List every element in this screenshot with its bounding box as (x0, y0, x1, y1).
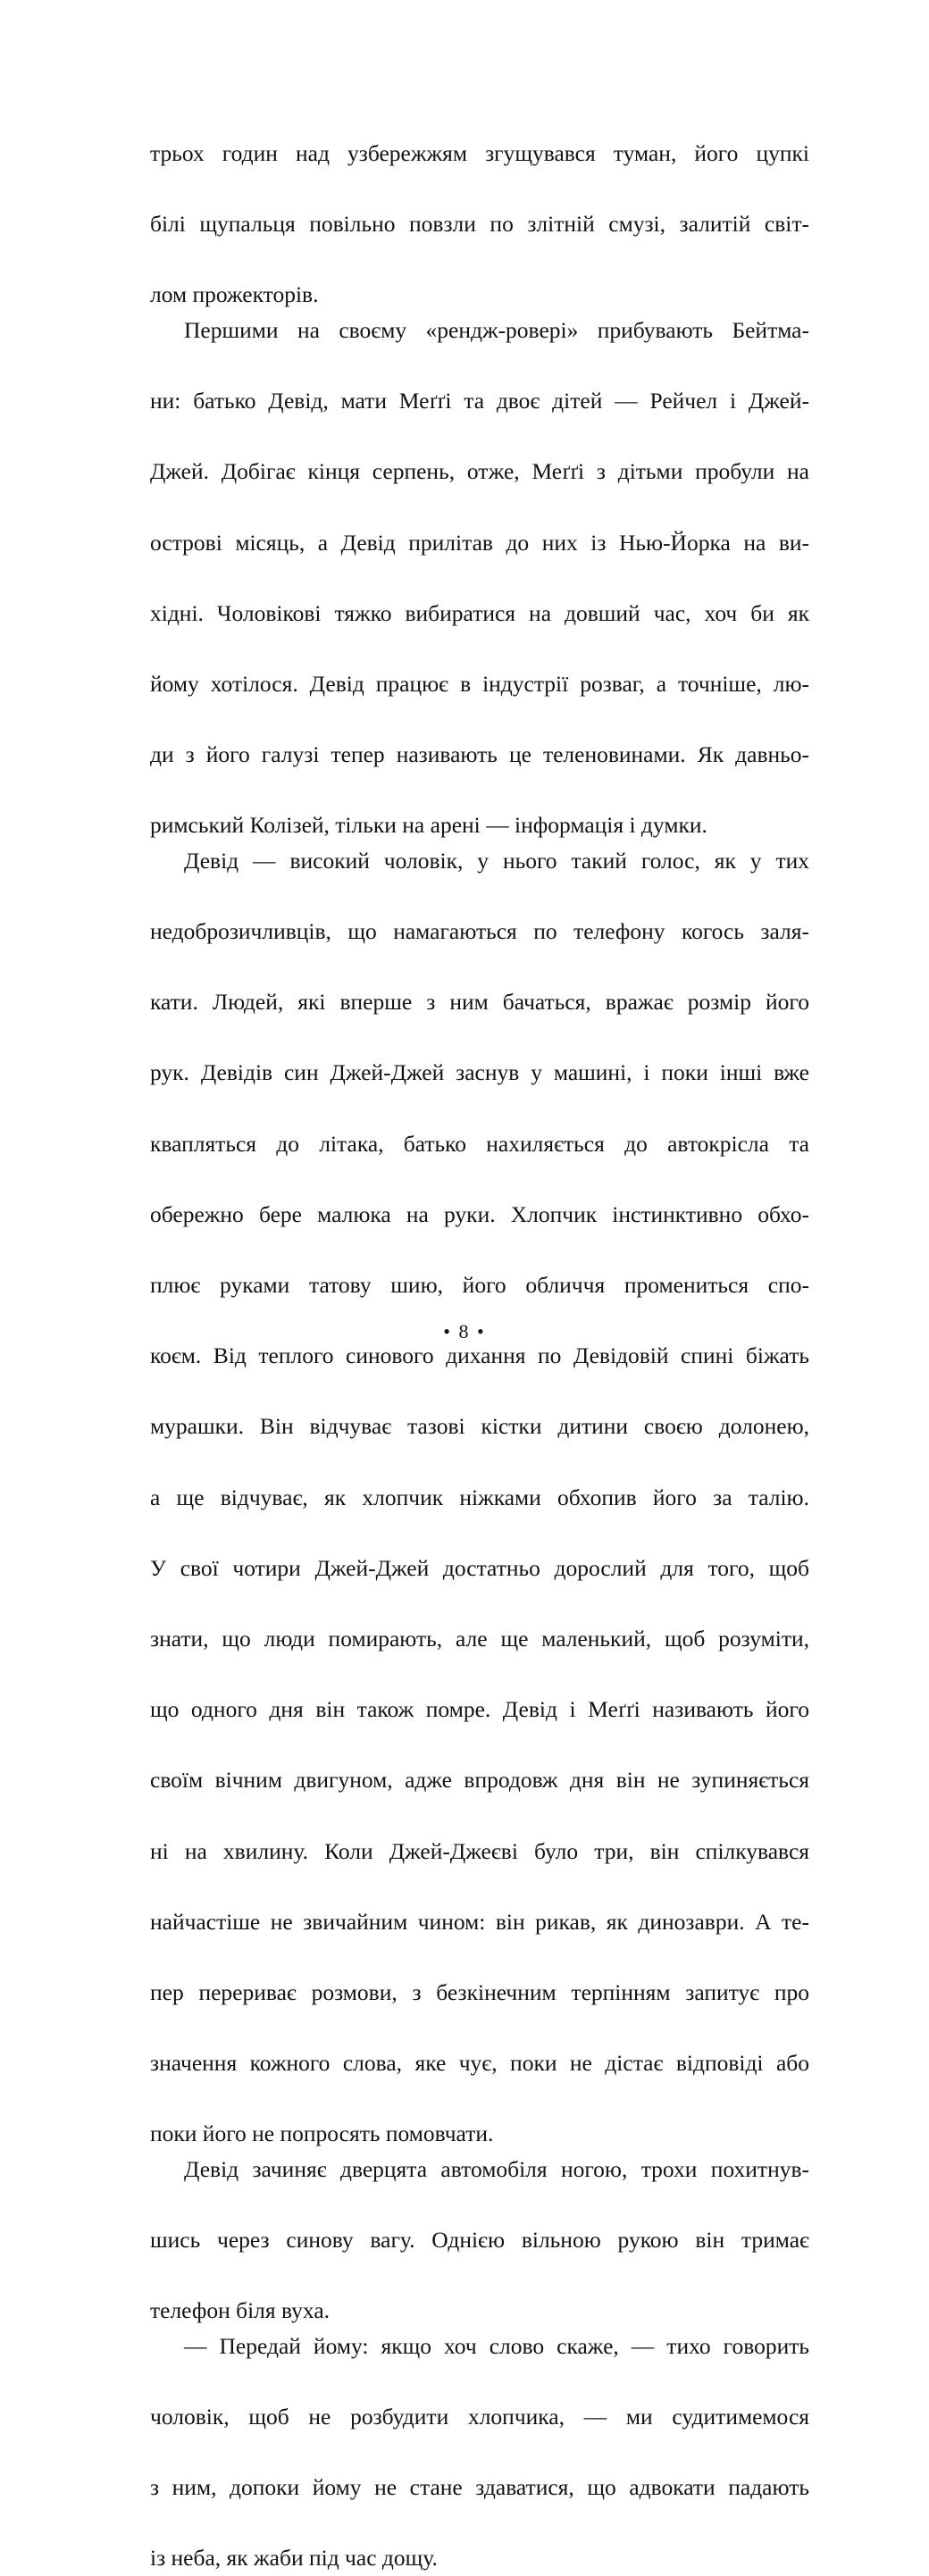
text-line: що одного дня він також помре. Девід і Меґґі називають його (150, 1696, 809, 1723)
text-line: найчастіше не звичайним чином: він рикав, як динозаври. А те- (150, 1908, 809, 1935)
text-line: хідні. Чоловікові тяжко вибиратися на довший час, хоч би як (150, 599, 809, 626)
text-line: острові місяць, а Девід прилітав до них із Нью-Йорка на ви- (150, 529, 809, 556)
text-line: ні на хвилину. Коли Джей-Джеєві було три, він спілкувався (150, 1837, 809, 1864)
text-line: своїм вічним двигуном, адже впродовж дня він не зупиняється (150, 1767, 809, 1794)
text-line: із неба, як жаби під час дощу. (150, 2545, 438, 2572)
text-line: знати, що люди помирають, але ще маленький, щоб розуміти, (150, 1625, 809, 1652)
paragraph-4 (150, 2152, 809, 2329)
text-line: ни: батько Девід, мати Меґґі та двоє дітей — Рейчел і Джей- (150, 388, 809, 414)
text-line: Першими на своєму «рендж-ровері» прибувають Бейтма- (184, 316, 809, 343)
paragraph-3 (150, 843, 809, 2152)
text-line: а ще відчуває, як хлопчик ніжками обхопив його за талію. (150, 1484, 809, 1510)
text-line: з ним, допоки йому не стане здаватися, що адвокати падають (150, 2474, 809, 2501)
text-line: недоброзичливців, що намагаються по телефону когось заля- (150, 918, 809, 945)
text-line: білі щупальця повільно повзли по злітній смузі, залитій світ- (150, 211, 809, 238)
paragraph-5 (150, 2329, 809, 2576)
text-line: рук. Девідів син Джей-Джей заснув у машині, і поки інші вже (150, 1059, 809, 1086)
text-line: Девід зачиняє дверцята автомобіля ногою, трохи похитнув- (184, 2155, 809, 2182)
text-line: квапляться до літака, батько нахиляється до автокрісла та (150, 1130, 809, 1157)
text-line: плює руками татову шию, його обличчя промениться спо- (150, 1272, 809, 1298)
page-text-body (150, 136, 809, 2576)
text-line: Девід — високий чоловік, у нього такий голос, як у тих (184, 847, 809, 874)
page-number-folio: • 8 • (443, 1320, 486, 1342)
text-line: ди з його галузі тепер називають це теленовинами. Як давньо- (150, 741, 809, 768)
text-line: — Передай йому: якщо хоч слово скаже, — тихо говорить (184, 2332, 809, 2359)
text-line: шись через синову вагу. Однією вільною рукою він тримає (150, 2227, 809, 2254)
text-line: чоловік, щоб не розбудити хлопчика, — ми судитимемося (150, 2404, 809, 2430)
text-line: телефон біля вуха. (150, 2297, 331, 2324)
text-line: римський Колізей, тільки на арені — інформація і думки. (150, 812, 707, 839)
text-line: поки його не попросять помовчати. (150, 2120, 494, 2147)
text-line: У свої чотири Джей-Джей достатньо дорослий для того, щоб (150, 1554, 809, 1581)
text-line: Джей. Добігає кінця серпень, отже, Меґґі з дітьми пробули на (150, 458, 809, 485)
text-line: лом прожекторів. (150, 281, 319, 308)
text-line: пер перериває розмови, з безкінечним терпінням запитує про (150, 1978, 809, 2005)
text-line: йому хотілося. Девід працює в індустрії розваг, а точніше, лю- (150, 670, 809, 697)
text-line: коєм. Від теплого синового дихання по Девідовій спині біжать (150, 1342, 809, 1369)
text-line: мурашки. Він відчуває тазові кістки дитини своєю долонею, (150, 1413, 809, 1440)
text-line: значення кожного слова, яке чує, поки не дістає відповіді або (150, 2050, 809, 2077)
paragraph-2 (150, 313, 809, 843)
text-line: трьох годин над узбережжям згущувався туман, його цупкі (150, 140, 809, 166)
text-line: обережно бере малюка на руки. Хлопчик інстинктивно обхо- (150, 1200, 809, 1227)
paragraph-1 (150, 136, 809, 313)
text-line: кати. Людей, які вперше з ним бачаться, вражає розмір його (150, 989, 809, 1016)
